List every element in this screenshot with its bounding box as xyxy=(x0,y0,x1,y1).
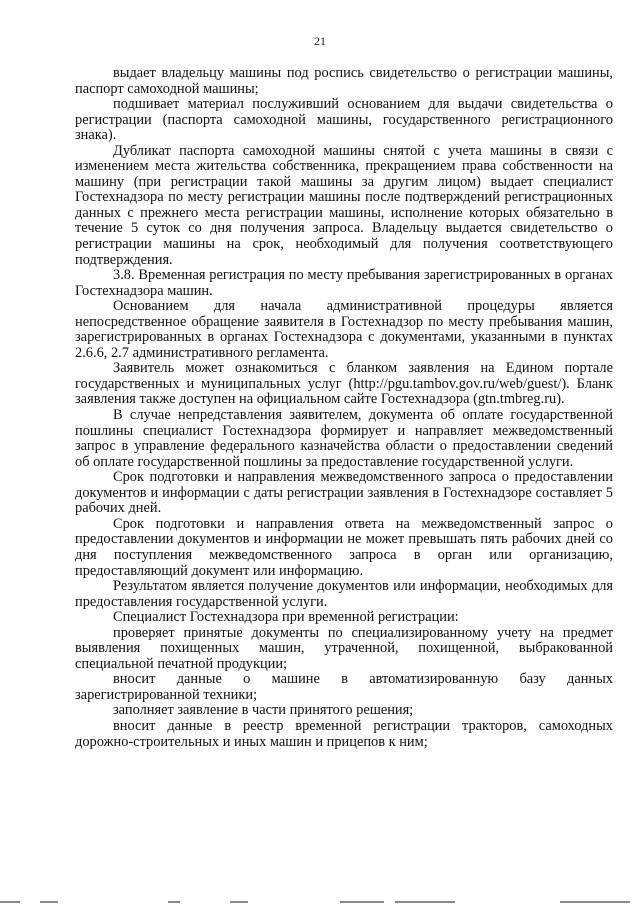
scan-edge-line xyxy=(168,901,180,903)
paragraph-request-deadline: Срок подготовки и направления межведомственного запроса о предоставлении документов и информации с даты регистрации заявления в Гостехнадзоре составляет 5 рабочих дней. xyxy=(75,469,613,517)
paragraph-duplicate-passport: Дубликат паспорта самоходной машины снятой с учета машины в связи с изменением места жительства собственника, прекращением права собственности на машину (при регистрации такой машины за другим лицом) выдает специалист Гостехнадзора по месту регистрации машины после подтверждений регистрационных данных с прежнего места регистрации машины, исполнение которых обязательно в течение 5 суток со дня получения запроса. Владельцу выдается свидетельство о регистрации машины на срок, необходимый для получения соответствующего подтверждения. xyxy=(75,142,613,268)
page-number: 21 xyxy=(314,34,326,48)
scan-edge-line xyxy=(230,901,248,903)
paragraph-application-form: Заявитель может ознакомиться с бланком заявления на Едином портале государственных и муниципальных услуг (http://pgu.tambov.gov.ru/web/guest/). Бланк заявления также доступен на официальном сайте Гостехнадзора (gtn.tmbreg.ru). xyxy=(75,360,613,408)
paragraph-enter-database: вносит данные о машине в автоматизированную базу данных зарегистрированной техники; xyxy=(75,671,613,703)
paragraph-file-materials: подшивает материал послуживший основанием для выдачи свидетельства о регистрации (паспорта самоходной машины, государственного регистрационного знака). xyxy=(75,96,613,144)
paragraph-enter-registry: вносит данные в реестр временной регистрации тракторов, самоходных дорожно-строительных и иных машин и прицепов к ним; xyxy=(75,717,613,750)
paragraph-fill-application: заполняет заявление в части принятого решения; xyxy=(113,702,414,719)
paragraph-fee-request: В случае непредставления заявителем, документа об оплате государственной пошлины специалист Гостехнадзора формирует и направляет межведомственный запрос в управление федерального казначейства области о предоставлении сведений об оплате государственной пошлины за предоставление государственной услуги. xyxy=(75,407,613,470)
paragraph-issue-certificate: выдает владельцу машины под роспись свидетельство о регистрации машины, паспорт самоходной машины; xyxy=(75,65,613,97)
scan-edge-line xyxy=(40,901,58,903)
scan-edge-line xyxy=(340,901,384,903)
paragraph-result: Результатом является получение документов или информации, необходимых для предоставления государственной услуги. xyxy=(75,578,613,610)
scan-edge-line xyxy=(560,901,630,903)
paragraph-basis-procedure: Основанием для начала административной процедуры является непосредственное обращение заявителя в Гостехнадзор по месту пребывания машин, зарегистрированных в органах Гостехнадзора с документами, указанными в пунктах 2.6.6, 2.7 административного регламента. xyxy=(75,298,613,361)
section-heading-3-8: 3.8. Временная регистрация по месту пребывания зарегистрированных в органах Гостехнадзора машин. xyxy=(75,267,613,299)
scan-edge-line xyxy=(395,901,455,903)
document-body xyxy=(75,66,613,750)
scan-edge-line xyxy=(0,901,20,903)
paragraph-response-deadline: Срок подготовки и направления ответа на межведомственный запрос о предоставлении документов и информации не может превышать пять рабочих дней со дня поступления межведомственного запроса в орган или организацию, предоставляющий документ или информацию. xyxy=(75,515,613,579)
paragraph-check-documents: проверяет принятые документы по специализированному учету на предмет выявления похищенных машин, утраченной, похищенной, выбракованной специальной печатной продукции; xyxy=(75,624,613,672)
paragraph-specialist-intro: Специалист Гостехнадзора при временной регистрации: xyxy=(113,609,459,626)
